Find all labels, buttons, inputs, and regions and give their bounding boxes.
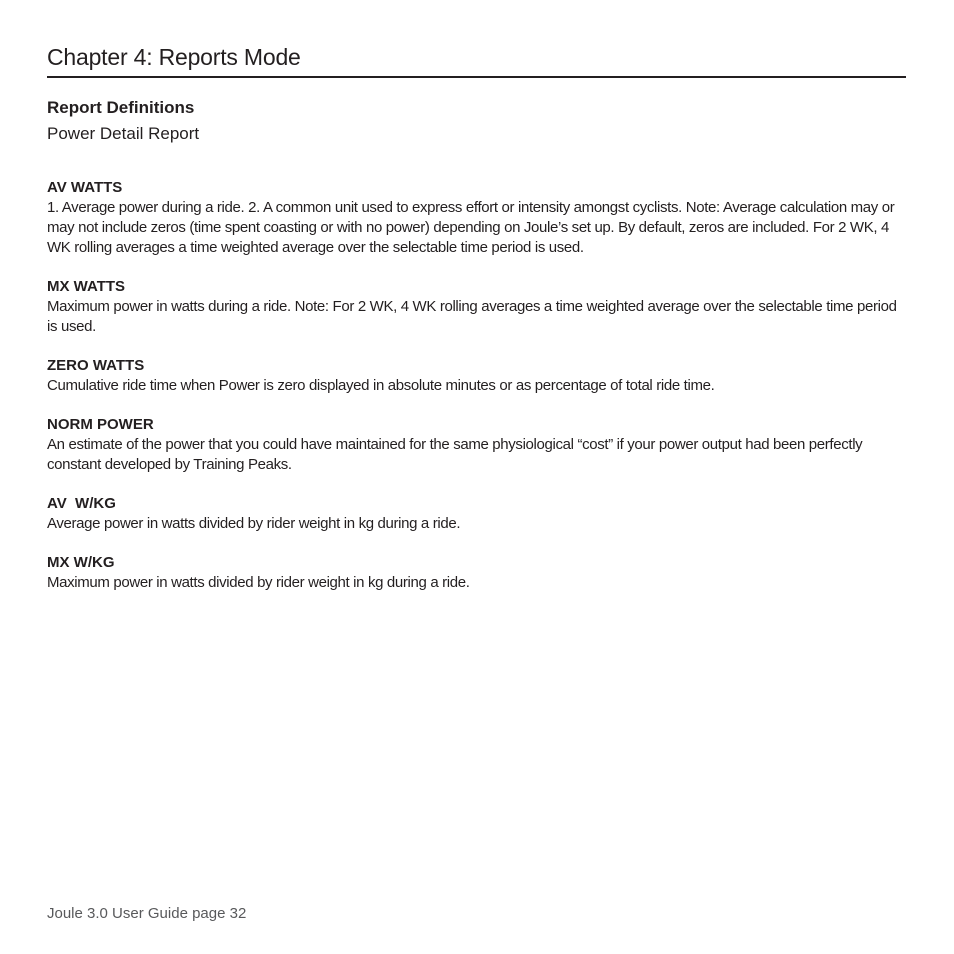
definition-description: Maximum power in watts during a ride. Note: For 2 WK, 4 WK rolling averages a time weighted average over the selectable time period is used. bbox=[47, 298, 897, 335]
definition-av-w-kg bbox=[47, 494, 907, 534]
definition-mx-w-kg bbox=[47, 553, 907, 593]
definition-term: MX WATTS bbox=[47, 278, 126, 295]
definition-term: AV WATTS bbox=[47, 179, 123, 196]
definition-zero-watts bbox=[47, 356, 907, 396]
definition-term: NORM POWER bbox=[47, 416, 154, 433]
definition-description: Average power in watts divided by rider weight in kg during a ride. bbox=[47, 515, 461, 532]
page-footer: Joule 3.0 User Guide page 32 bbox=[47, 905, 247, 922]
definition-description: 1. Average power during a ride. 2. A common unit used to express effort or intensity amongst cyclists. Note: Average calculation may or may not include zeros (time spent coasting or with no power) depending on Joule’s set up. By default, zeros are included. For 2 WK, 4 WK rolling averages a time weighted average over the selectable time period is used. bbox=[47, 199, 895, 256]
definition-term: MX W/KG bbox=[47, 554, 115, 571]
page-header bbox=[47, 42, 906, 78]
definition-av-watts bbox=[47, 178, 907, 258]
definition-norm-power bbox=[47, 415, 907, 475]
definition-description: Cumulative ride time when Power is zero displayed in absolute minutes or as percentage of total ride time. bbox=[47, 377, 715, 394]
section-subtitle: Power Detail Report bbox=[47, 124, 200, 143]
definition-description: An estimate of the power that you could have maintained for the same physiological “cost” if your power output had been perfectly constant developed by Training Peaks. bbox=[47, 436, 863, 473]
chapter-title: Chapter 4: Reports Mode bbox=[47, 44, 301, 70]
definition-mx-watts bbox=[47, 277, 907, 337]
definitions-list bbox=[47, 178, 907, 612]
definition-term: ZERO WATTS bbox=[47, 357, 145, 374]
definition-term: AV W/KG bbox=[47, 495, 116, 512]
section-title: Report Definitions bbox=[47, 98, 195, 117]
definition-description: Maximum power in watts divided by rider weight in kg during a ride. bbox=[47, 574, 470, 591]
